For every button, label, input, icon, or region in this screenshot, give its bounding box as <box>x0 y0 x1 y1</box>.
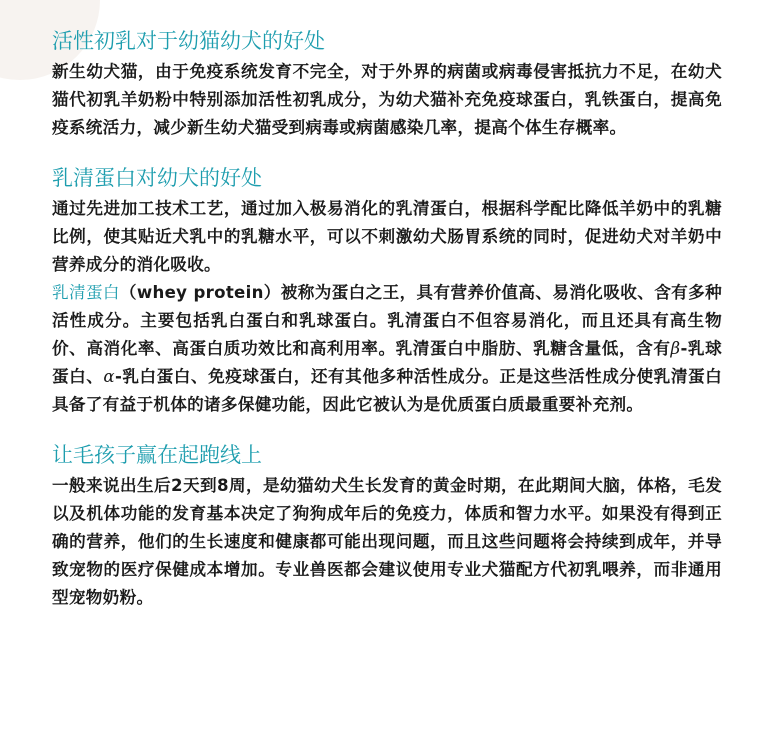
paragraph-text: （whey protein）被称为蛋白之王，具有营养价值高、易消化吸收、含有多种活性成分。主要包括乳白蛋白和乳球蛋白。乳清蛋白不但容易消化，而且还具有高生物价、高消化率、高蛋白质功效比和高利用率。乳清蛋白中脂肪、乳糖含量低，含有 <box>52 283 723 358</box>
section-paragraph: 新生幼犬猫，由于免疫系统发育不完全，对于外界的病菌或病毒侵害抵抗力不足，在幼犬猫代初乳羊奶粉中特别添加活性初乳成分，为幼犬猫补充免疫球蛋白，乳铁蛋白，提高免疫系统活力，减少新生幼犬猫受到病毒或病菌感染几率，提高个体生存概率。 <box>52 62 722 137</box>
section-paragraph: 通过先进加工技术工艺，通过加入极易消化的乳清蛋白，根据科学配比降低羊奶中的乳糖比例，使其贴近犬乳中的乳糖水平，可以不刺激幼犬肠胃系统的同时，促进幼犬对羊奶中营养成分的消化吸收。 <box>52 199 722 274</box>
whey-protein-highlight: 乳清蛋白 <box>52 283 120 302</box>
article-content <box>52 26 722 612</box>
section-paragraph: 一般来说出生后2天到8周，是幼猫幼犬生长发育的黄金时期，在此期间大脑，体格，毛发以及机体功能的发育基本决定了狗狗成年后的免疫力，体质和智力水平。如果没有得到正确的营养，他们的生长速度和健康都可能出现问题，而且这些问题将会持续到成年，并导致宠物的医疗保健成本增加。专业兽医都会建议使用专业犬猫配方代初乳喂养，而非通用型宠物奶粉。 <box>52 476 722 607</box>
section-colostrum <box>52 26 722 142</box>
section-title: 活性初乳对于幼猫幼犬的好处 <box>52 29 325 53</box>
section-start-line <box>52 440 722 612</box>
beta-symbol: β <box>670 339 681 358</box>
section-paragraph-whey-detail <box>52 279 722 419</box>
section-title: 乳清蛋白对幼犬的好处 <box>52 166 262 190</box>
section-whey-protein <box>52 163 722 419</box>
alpha-symbol: α <box>103 367 115 386</box>
paragraph-text: -乳球蛋白、 <box>52 339 722 386</box>
section-title: 让毛孩子赢在起跑线上 <box>52 443 262 467</box>
paragraph-text: -乳白蛋白、免疫球蛋白，还有其他多种活性成分。正是这些活性成分使乳清蛋白具备了有益于机体的诸多保健功能，因此它被认为是优质蛋白质最重要补充剂。 <box>52 367 722 414</box>
